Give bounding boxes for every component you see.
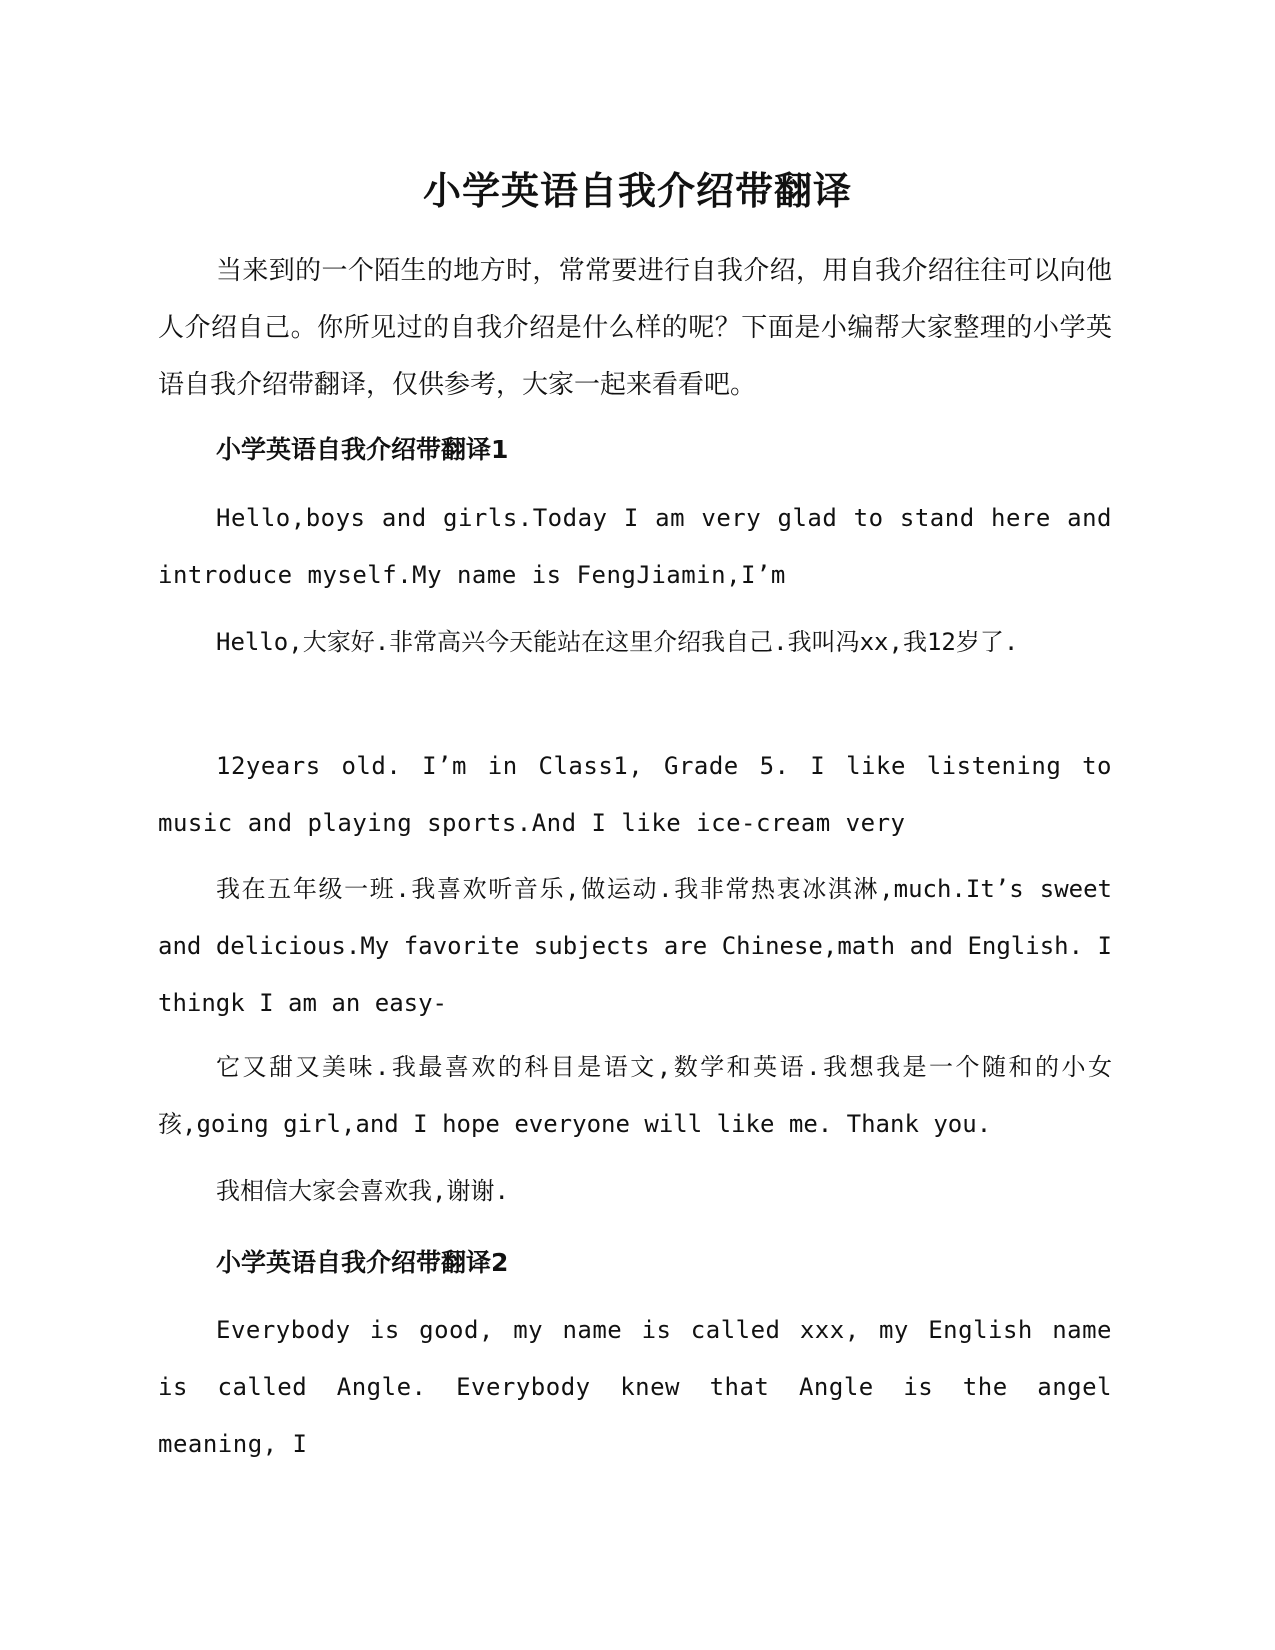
intro-paragraph: 当来到的一个陌生的地方时，常常要进行自我介绍，用自我介绍往往可以向他人介绍自己。你所见过的自我介绍是什么样的呢？下面是小编帮大家整理的小学英语自我介绍带翻译，仅供参考，大家一起来看看吧。 xyxy=(158,256,1112,400)
section-1-paragraph-4: 我在五年级一班.我喜欢听音乐,做运动.我非常热衷冰淇淋,much.It’s sweet and delicious.My favorite subjects are Chinese,math and English. I thingk I am an easy- xyxy=(158,875,1112,1017)
document-title: 小学英语自我介绍带翻译 xyxy=(422,169,852,213)
section-1-paragraph-6: 我相信大家会喜欢我,谢谢. xyxy=(216,1177,509,1205)
section-1-paragraph-5: 它又甜又美味.我最喜欢的科目是语文,数学和英语.我想我是一个随和的小女孩,going girl,and I hope everyone will like me. Thank you. xyxy=(158,1053,1112,1138)
section-1-paragraph-3: 12years old. I’m in Class1, Grade 5. I like listening to music and playing sports.And I like ice-cream very xyxy=(158,752,1112,837)
section-1-paragraph-2: Hello,大家好.非常高兴今天能站在这里介绍我自己.我叫冯xx,我12岁了. xyxy=(216,628,1019,656)
section-2-paragraph-1: Everybody is good, my name is called xxx, my English name is called Angle. Everybody knew that Angle is the angel meaning, I xyxy=(158,1316,1112,1458)
section-2-heading: 小学英语自我介绍带翻译2 xyxy=(216,1248,509,1277)
section-1-heading: 小学英语自我介绍带翻译1 xyxy=(216,435,509,464)
section-1-paragraph-1: Hello,boys and girls.Today I am very glad to stand here and introduce myself.My name is FengJiamin,I’m xyxy=(158,504,1112,589)
